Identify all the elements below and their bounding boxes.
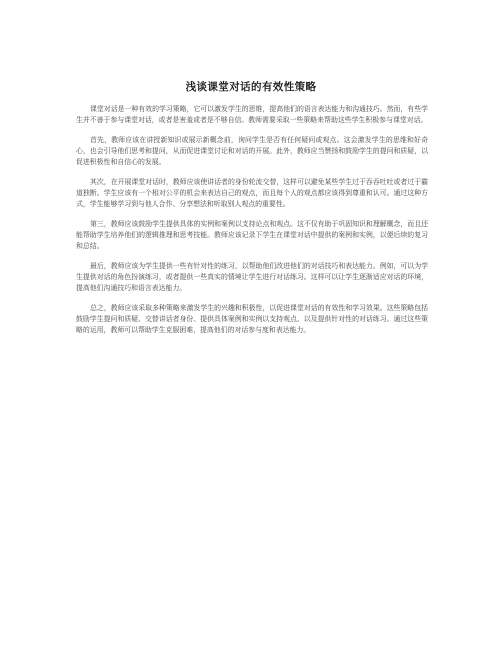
paragraph-conclusion: 总之，教师应该采取多种策略来激发学生的兴趣和积极性，以促进课堂对话的有效性和学习效果。这些策略包括鼓励学生提问和质疑、交替讲话者身份、提供具体案例和实例以支持观点、以及提供针对性的对话练习。通过这些策略的运用，教师可以帮助学生克服困难，提高他们的对话参与度和表达能力。 (76, 304, 428, 334)
paragraph-intro: 课堂对话是一种有效的学习策略，它可以激发学生的思维，提高他们的语言表达能力和沟通技巧。然而，有些学生并不善于参与课堂对话，或者是害羞或者是不够自信。教师需要采取一些策略来帮助这些学生积极参与课堂对话。 (76, 105, 428, 124)
paragraph-final-strategy: 最后，教师应该为学生提供一些有针对性的练习，以帮助他们改进他们的对话技巧和表达能力。例如，可以为学生提供对话的角色扮演练习，或者提供一些真实的情境让学生进行对话练习。这样可以让学生逐渐适应对话的环境，提高他们沟通技巧和语言表达能力。 (76, 262, 428, 292)
document-body (76, 104, 428, 345)
paragraph-third-strategy: 第三，教师应该鼓励学生提供具体的实例和案例以支持论点和观点。这不仅有助于巩固知识和理解概念，而且还能帮助学生培养他们的逻辑推理和思考技能。教师应该记录下学生在课堂对话中提供的案例和实例，以便后续的复习和总结。 (76, 220, 428, 250)
paragraph-first-strategy: 首先，教师应该在讲授新知识或展示新概念前，询问学生是否有任何疑问或观点。这会激发学生的思维和好奇心，也会引导他们思考和提问，从而促进课堂讨论和对话的开展。此外，教师应当赞扬和鼓励学生的提问和质疑，以促进积极性和自信心的发展。 (76, 136, 428, 166)
document-title: 浅谈课堂对话的有效性策略 (185, 81, 317, 93)
paragraph-second-strategy: 其次，在开展课堂对话时，教师应该使讲话者的身份轮流交替，这样可以避免某些学生过于吞吞吐吐或者过于霸道独断。学生应该有一个相对公平的机会来表达自己的观点，而且每个人的观点都应该得到尊重和认可。通过这种方式，学生能够学习到与他人合作、分享想法和听取别人观点的重要性。 (76, 178, 428, 208)
